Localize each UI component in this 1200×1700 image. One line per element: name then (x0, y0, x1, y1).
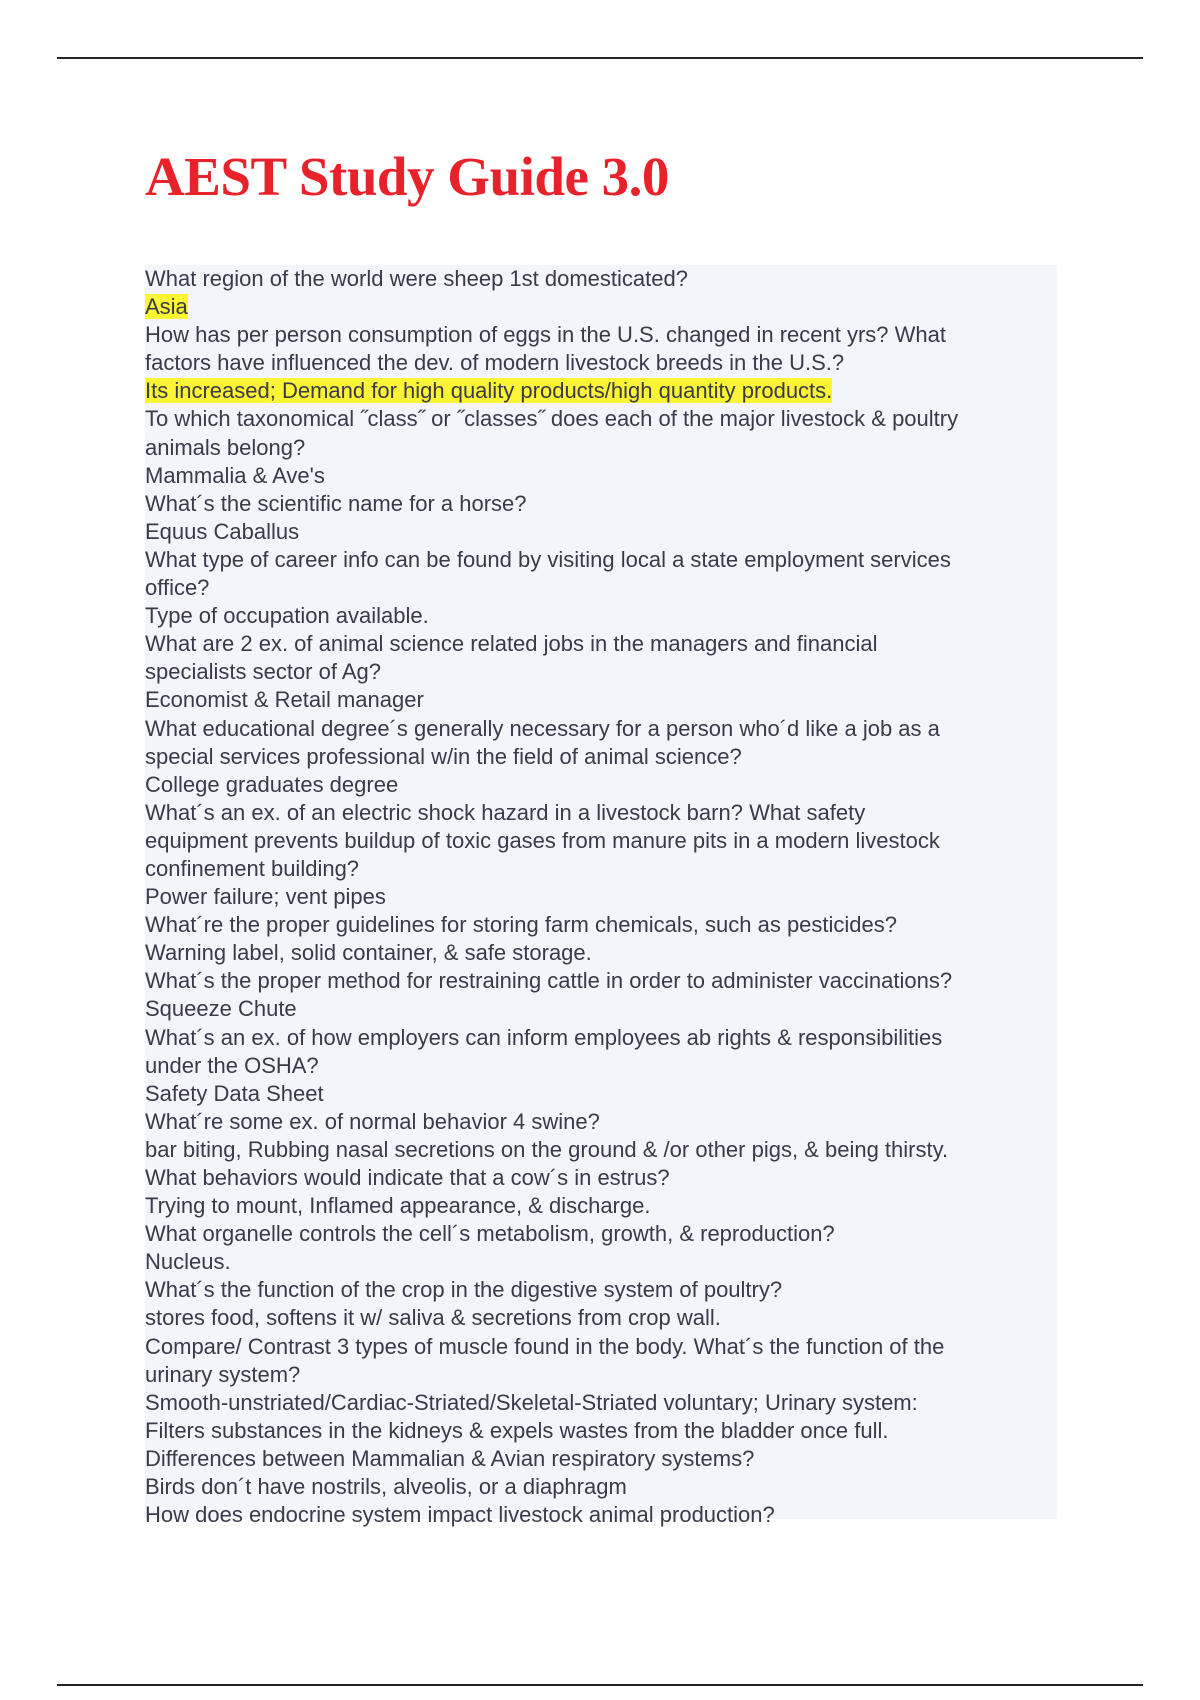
answer-line: Filters substances in the kidneys & expels wastes from the bladder once full. (145, 1417, 889, 1443)
answer-line (145, 293, 1057, 321)
answer-line: Economist & Retail manager (145, 687, 424, 713)
answer-line: bar biting, Rubbing nasal secretions on the ground & /or other pigs, & being thirsty. (145, 1136, 949, 1162)
answer-line: Mammalia & Ave's (145, 462, 325, 488)
answer-line: Safety Data Sheet (145, 1080, 324, 1106)
answer-line (145, 377, 1057, 405)
highlighted-answer: Asia (145, 294, 188, 320)
question-line: What´re the proper guidelines for storing farm chemicals, such as pesticides? (145, 912, 898, 938)
question-line: specialists sector of Ag? (145, 659, 382, 685)
question-line: Differences between Mammalian & Avian respiratory systems? (145, 1445, 755, 1471)
answer-line: stores food, softens it w/ saliva & secretions from crop wall. (145, 1305, 721, 1331)
question-line: special services professional w/in the field of animal science? (145, 743, 742, 769)
answer-line: Power failure; vent pipes (145, 884, 386, 910)
study-guide-panel (145, 265, 1057, 1528)
question-line: What´s the function of the crop in the digestive system of poultry? (145, 1277, 783, 1303)
top-rule (57, 57, 1143, 59)
highlighted-answer: Its increased; Demand for high quality products/high quantity products. (145, 378, 833, 404)
question-line: factors have influenced the dev. of modern livestock breeds in the U.S.? (145, 350, 845, 376)
answer-line: Type of occupation available. (145, 603, 429, 629)
question-line: How does endocrine system impact livestock animal production? (145, 1502, 775, 1528)
bottom-rule (57, 1684, 1143, 1686)
question-line: How has per person consumption of eggs in the U.S. changed in recent yrs? What (145, 322, 946, 348)
answer-line: Smooth-unstriated/Cardiac-Striated/Skeletal-Striated voluntary; Urinary system: (145, 1389, 918, 1415)
question-line: What region of the world were sheep 1st domesticated? (145, 266, 688, 291)
question-line: urinary system? (145, 1361, 301, 1387)
answer-line: Birds don´t have nostrils, alveolis, or a diaphragm (145, 1474, 627, 1500)
question-line: animals belong? (145, 434, 306, 460)
question-line: What´s the scientific name for a horse? (145, 490, 527, 516)
answer-line: Squeeze Chute (145, 996, 297, 1022)
question-line: What organelle controls the cell´s metabolism, growth, & reproduction? (145, 1221, 835, 1247)
answer-line: Equus Caballus (145, 518, 300, 544)
question-line: confinement building? (145, 855, 360, 881)
question-line: Compare/ Contrast 3 types of muscle found in the body. What´s the function of the (145, 1333, 945, 1359)
answer-line: Warning label, solid container, & safe storage. (145, 940, 592, 966)
question-line: office? (145, 575, 210, 601)
question-line: What type of career info can be found by visiting local a state employment services (145, 546, 951, 572)
question-line: What educational degree´s generally necessary for a person who´d like a job as a (145, 715, 940, 741)
qa-list (145, 265, 1057, 1529)
answer-line: Trying to mount, Inflamed appearance, & discharge. (145, 1193, 651, 1219)
document-title: AEST Study Guide 3.0 (145, 146, 669, 207)
question-line: What behaviors would indicate that a cow´s in estrus? (145, 1165, 670, 1190)
question-line: What´s the proper method for restraining cattle in order to administer vaccinations? (145, 968, 953, 994)
question-line: What´re some ex. of normal behavior 4 swine? (145, 1108, 600, 1134)
question-line: To which taxonomical ˝class˝ or ˝classes˝ does each of the major livestock & poultry (145, 406, 959, 432)
question-line: What´s an ex. of an electric shock hazard in a livestock barn? What safety (145, 799, 866, 825)
answer-line: College graduates degree (145, 771, 399, 797)
question-line: What´s an ex. of how employers can inform employees ab rights & responsibilities (145, 1024, 943, 1050)
question-line: What are 2 ex. of animal science related jobs in the managers and financial (145, 631, 878, 657)
question-line: under the OSHA? (145, 1052, 319, 1078)
question-line: equipment prevents buildup of toxic gases from manure pits in a modern livestock (145, 827, 940, 853)
answer-line: Nucleus. (145, 1249, 231, 1275)
